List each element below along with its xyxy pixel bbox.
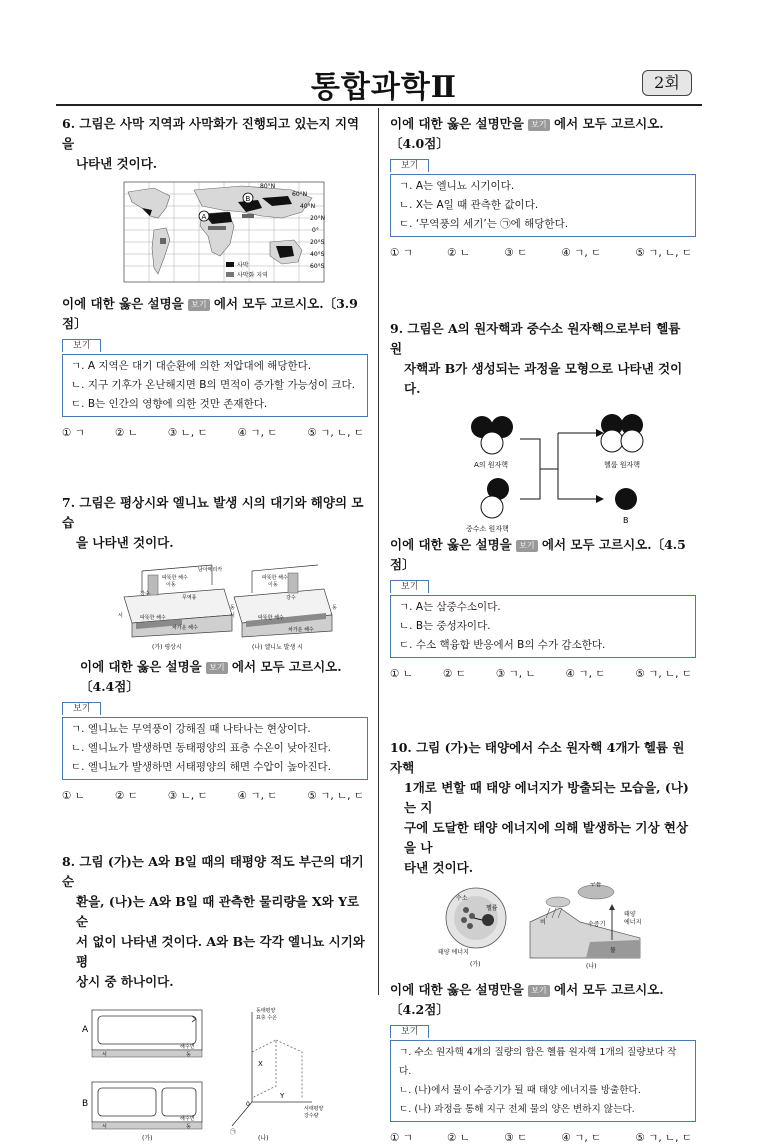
q8-stem-4: 상시 중 하나이다. — [76, 974, 174, 989]
q10-stem-2: 1개로 변할 때 태양 에너지가 방출되는 모습을, (나)는 지 — [404, 780, 689, 815]
q7-a-move: 이동 — [166, 582, 176, 588]
q9-option-5[interactable]: ⑤ ㄱ, ㄴ, ㄷ — [635, 668, 692, 680]
q8-item-3: ㄷ. ‘무역풍의 세기’는 ㉠에 해당한다. — [399, 218, 569, 230]
q6-option-1[interactable]: ① ㄱ — [62, 427, 85, 439]
q7-option-2[interactable]: ② ㄷ — [114, 790, 138, 802]
q6-option-5[interactable]: ⑤ ㄱ, ㄴ, ㄷ — [307, 427, 364, 439]
q6-item-3: ㄷ. B는 인간의 영향에 의한 것만 존재한다. — [71, 398, 268, 410]
q10-option-1[interactable]: ① ㄱ — [390, 1132, 413, 1144]
page-title: 통합과학Ⅱ — [310, 70, 458, 105]
q7-a-trade: 무역풍 — [182, 595, 197, 601]
q8-ask-tail: 에서 모두 고르시오.〔4.0점〕 — [390, 116, 664, 151]
q7-elnino-figure — [62, 557, 368, 653]
q6-item-2: ㄴ. 지구 기후가 온난해지면 B의 면적이 증가할 가능성이 크다. — [71, 379, 356, 391]
q7-a-pacific: 남아메리카 — [198, 567, 223, 573]
q7-item-2: ㄴ. 엘니뇨가 발생하면 동태평양의 표층 수온이 낮아진다. — [71, 742, 331, 754]
q9-he-label: 헬륨 원자핵 — [604, 461, 641, 469]
q8-option-4[interactable]: ④ ㄱ, ㄷ — [561, 247, 602, 259]
q9-item-2: ㄴ. B는 중성자이다. — [399, 620, 491, 632]
q8-axis1b: 표층 수온 — [256, 1015, 277, 1021]
q7-b-cold: 차가운 해수 — [288, 627, 314, 633]
q10-stem-4: 타낸 것이다. — [404, 860, 474, 875]
q6-label-b: B — [245, 195, 251, 203]
q7-normal-panel — [118, 565, 235, 651]
q10-bogi-label: 보기 — [390, 1025, 429, 1038]
q8-ask: 이에 대한 옳은 설명만을 — [390, 116, 524, 131]
q10-option-2[interactable]: ② ㄴ — [447, 1132, 471, 1144]
round-badge: 2회 — [642, 70, 692, 96]
q9-item-1: ㄱ. A는 삼중수소이다. — [399, 601, 501, 613]
q8-item-1: ㄱ. A는 엘니뇨 시기이다. — [399, 180, 515, 192]
column-divider — [378, 108, 379, 995]
q6-lat-60n: 60°N — [292, 191, 308, 198]
q8-circulation-figure — [62, 1002, 368, 1142]
q7-option-1[interactable]: ① ㄴ — [62, 790, 85, 802]
q8-options — [390, 243, 696, 263]
q7-item-1: ㄱ. 엘니뇨는 무역풍이 강해질 때 나타나는 현상이다. — [71, 723, 311, 735]
q10-vapor: 수증기 — [588, 921, 606, 928]
q10-sun-panel — [438, 888, 506, 968]
q7-a-warm-move: 따뜻한 해수 — [162, 575, 188, 581]
q6-option-3[interactable]: ③ ㄴ, ㄷ — [167, 427, 208, 439]
q7-b-west: 서 — [230, 613, 235, 619]
q10-option-4[interactable]: ④ ㄱ, ㄷ — [561, 1132, 602, 1144]
q7-a-caption: (가) 평상시 — [152, 644, 182, 651]
q7-a-west: 서 — [118, 613, 123, 619]
q8-a-sea: 해수면 — [180, 1044, 195, 1050]
q8-label-a: A — [82, 1025, 89, 1035]
q10-energy-2: 에너지 — [624, 919, 642, 926]
q10-item-3: ㄷ. (나) 과정을 통해 지구 전체 물의 양은 변하지 않는다. — [399, 1104, 635, 1115]
question-8-choices — [390, 114, 696, 263]
q7-bogi-label: 보기 — [62, 702, 101, 715]
q8-cap-b: (나) — [258, 1135, 269, 1142]
question-9 — [390, 319, 696, 684]
q10-hydrogen: 수소 — [456, 895, 468, 902]
q7-stem: 7. 그림은 평상시와 엘니뇨 발생 시의 대기와 해양의 모습 — [62, 495, 364, 530]
q6-ask: 이에 대한 옳은 설명을 — [62, 296, 184, 311]
q8-origin: 0 — [246, 1101, 250, 1108]
q7-option-3[interactable]: ③ ㄴ, ㄷ — [167, 790, 208, 802]
q10-cap-a: (가) — [470, 961, 481, 968]
left-column — [62, 114, 368, 1142]
q9-ask: 이에 대한 옳은 설명을 — [390, 537, 512, 552]
q6-label-a: A — [201, 213, 207, 221]
q9-bogi-label: 보기 — [390, 580, 429, 593]
q10-energy-1: 태양 — [624, 911, 636, 918]
q6-option-2[interactable]: ② ㄴ — [114, 427, 138, 439]
q10-options — [390, 1128, 696, 1148]
q10-ask-tail: 에서 모두 고르시오.〔4.2점〕 — [390, 982, 664, 1017]
q8-axes-figure — [232, 1012, 312, 1126]
q8-option-1[interactable]: ① ㄱ — [390, 247, 413, 259]
q6-legend-desert: 사막 — [237, 262, 249, 269]
q10-cloud: 구름 — [590, 882, 602, 888]
q8-option-2[interactable]: ② ㄴ — [447, 247, 471, 259]
q8-label-b: B — [82, 1099, 89, 1109]
q8-cap-a: (가) — [142, 1135, 153, 1142]
q7-ask-tail: 에서 모두 고르시오.〔4.4점〕 — [80, 659, 342, 694]
q7-a-rain: 강수 — [140, 591, 150, 597]
q9-a-label: A의 원자핵 — [474, 461, 509, 469]
q9-option-3[interactable]: ③ ㄱ, ㄴ — [495, 668, 536, 680]
q9-bogi-box — [390, 595, 696, 658]
q9-d-label: 중수소 원자핵 — [466, 525, 509, 533]
q8-b-west: 서 — [102, 1124, 107, 1130]
q6-lat-40n: 40°N — [300, 203, 316, 210]
q7-b-warm-move: 따뜻한 해수 — [262, 575, 288, 581]
q10-weather-panel — [530, 882, 641, 970]
q8-a-west: 서 — [102, 1052, 107, 1058]
q8-item-2: ㄴ. X는 A일 때 관측한 값이다. — [399, 199, 539, 211]
q7-options — [62, 786, 368, 806]
q10-solar-figure — [390, 882, 696, 972]
q10-rain: 비 — [540, 919, 546, 926]
q6-bogi-box — [62, 354, 368, 417]
q7-elnino-panel — [230, 565, 337, 651]
q6-bogi-label: 보기 — [62, 339, 101, 352]
q7-b-rain: 강수 — [286, 595, 296, 601]
q8-axis2b: 강수량 — [304, 1113, 319, 1119]
q10-helium: 헬륨 — [486, 905, 498, 912]
q9-option-1[interactable]: ① ㄴ — [390, 668, 413, 680]
q8-option-5[interactable]: ⑤ ㄱ, ㄴ, ㄷ — [635, 247, 692, 259]
q6-lat-40s: 40°S — [310, 251, 325, 258]
q7-a-east: 동 — [230, 605, 235, 611]
q9-b-label: B — [623, 516, 629, 525]
q8-axis2: 서태평양 — [304, 1106, 324, 1112]
q7-b-move: 이동 — [268, 582, 278, 588]
q6-lat-80n: 80°N — [260, 183, 276, 190]
q8-x: X — [258, 1060, 263, 1068]
q8-bogi-label: 보기 — [390, 159, 429, 172]
q7-b-warm: 따뜻한 해수 — [258, 615, 284, 621]
q7-b-east: 동 — [332, 605, 337, 611]
question-6 — [62, 114, 368, 443]
q10-sea: 물 — [610, 947, 616, 954]
q6-legend-desertification: 사막화 지역 — [237, 272, 268, 279]
q6-stem-2: 나타낸 것이다. — [76, 156, 158, 171]
q10-option-5[interactable]: ⑤ ㄱ, ㄴ, ㄷ — [635, 1132, 692, 1144]
q6-lat-0: 0° — [312, 227, 319, 234]
q10-stem: 10. 그림 (가)는 태양에서 수소 원자핵 4개가 헬륨 원자핵 — [390, 740, 685, 775]
q6-lat-20n: 20°N — [310, 215, 326, 222]
q8-bogi-tag: 보기 — [528, 119, 549, 131]
q8-option-3[interactable]: ③ ㄷ — [504, 247, 528, 259]
q10-item-1: ㄱ. 수소 원자핵 4개의 질량의 합은 헬륨 원자핵 1개의 질량보다 작다. — [399, 1047, 677, 1077]
q10-bogi-tag: 보기 — [528, 985, 549, 997]
q8-circ: ㉠ — [230, 1129, 237, 1136]
q10-cap-b: (나) — [586, 963, 597, 970]
q7-option-5[interactable]: ⑤ ㄱ, ㄴ, ㄷ — [307, 790, 364, 802]
q6-item-1: ㄱ. A 지역은 대기 대순환에 의한 저압대에 해당한다. — [71, 360, 312, 372]
q7-bogi-tag: 보기 — [206, 662, 227, 674]
q8-b-sea: 해수면 — [180, 1116, 195, 1122]
q10-option-3[interactable]: ③ ㄷ — [504, 1132, 528, 1144]
q6-lat-60s: 60°S — [310, 263, 325, 270]
q9-stem: 9. 그림은 A의 원자핵과 중수소 원자핵으로부터 헬륨 원 — [390, 321, 681, 356]
q9-fusion-figure — [390, 407, 696, 533]
q8-stem-3: 서 없이 나타낸 것이다. A와 B는 각각 엘니뇨 시기와 평 — [76, 934, 365, 969]
question-7 — [62, 493, 368, 806]
q6-lat-20s: 20°S — [310, 239, 325, 246]
question-8 — [62, 852, 368, 1142]
q7-ask: 이에 대한 옳은 설명을 — [80, 659, 202, 674]
q8-b-east: 동 — [186, 1124, 191, 1130]
q8-stem: 8. 그림 (가)는 A와 B일 때의 태평양 적도 부근의 대기 순 — [62, 854, 364, 889]
q6-ask-tail: 에서 모두 고르시오.〔3.9점〕 — [62, 296, 358, 331]
q10-stem-3: 구에 도달한 태양 에너지에 의해 발생하는 기상 현상을 나 — [404, 820, 689, 855]
q6-stem: 6. 그림은 사막 지역과 사막화가 진행되고 있는지 지역을 — [62, 116, 360, 151]
q10-ask: 이에 대한 옳은 설명만을 — [390, 982, 524, 997]
q9-option-4[interactable]: ④ ㄱ, ㄷ — [565, 668, 606, 680]
q6-option-4[interactable]: ④ ㄱ, ㄷ — [237, 427, 278, 439]
q9-option-2[interactable]: ② ㄷ — [442, 668, 466, 680]
q8-bogi-box — [390, 174, 696, 237]
q7-stem-2: 을 나타낸 것이다. — [76, 535, 174, 550]
q8-y: Y — [280, 1092, 285, 1100]
q8-axis1: 동태평양 — [256, 1008, 276, 1014]
header-rule — [56, 104, 702, 106]
q8-a-east: 동 — [186, 1052, 191, 1058]
q7-bogi-box — [62, 717, 368, 780]
q9-bogi-tag: 보기 — [516, 540, 537, 552]
q7-a-warm: 따뜻한 해수 — [140, 615, 166, 621]
q9-item-3: ㄷ. 수소 핵융합 반응에서 B의 수가 감소한다. — [399, 639, 606, 651]
question-10 — [390, 738, 696, 1148]
q6-options — [62, 423, 368, 443]
q10-item-2: ㄴ. (나)에서 물이 수증기가 될 때 태양 에너지를 방출한다. — [399, 1085, 641, 1096]
q7-b-caption: (나) 엘니뇨 발생 시 — [252, 644, 303, 651]
q8-stem-2: 환을, (나)는 A와 B일 때 관측한 물리량을 X와 Y로 순 — [76, 894, 360, 929]
q9-stem-2: 자핵과 B가 생성되는 과정을 모형으로 나타낸 것이다. — [404, 361, 683, 396]
q9-options — [390, 664, 696, 684]
q9-ask-tail: 에서 모두 고르시오.〔4.5점〕 — [390, 537, 686, 572]
right-column — [390, 114, 696, 1148]
q7-a-cold: 차가운 해수 — [172, 625, 198, 631]
q10-bogi-box — [390, 1040, 696, 1122]
q6-desert-map — [62, 178, 368, 286]
q7-option-4[interactable]: ④ ㄱ, ㄷ — [237, 790, 278, 802]
q10-solar: 태양 에너지 — [438, 949, 469, 956]
q6-bogi-tag: 보기 — [188, 299, 209, 311]
q7-item-3: ㄷ. 엘니뇨가 발생하면 서태평양의 해면 수압이 높아진다. — [71, 761, 331, 773]
